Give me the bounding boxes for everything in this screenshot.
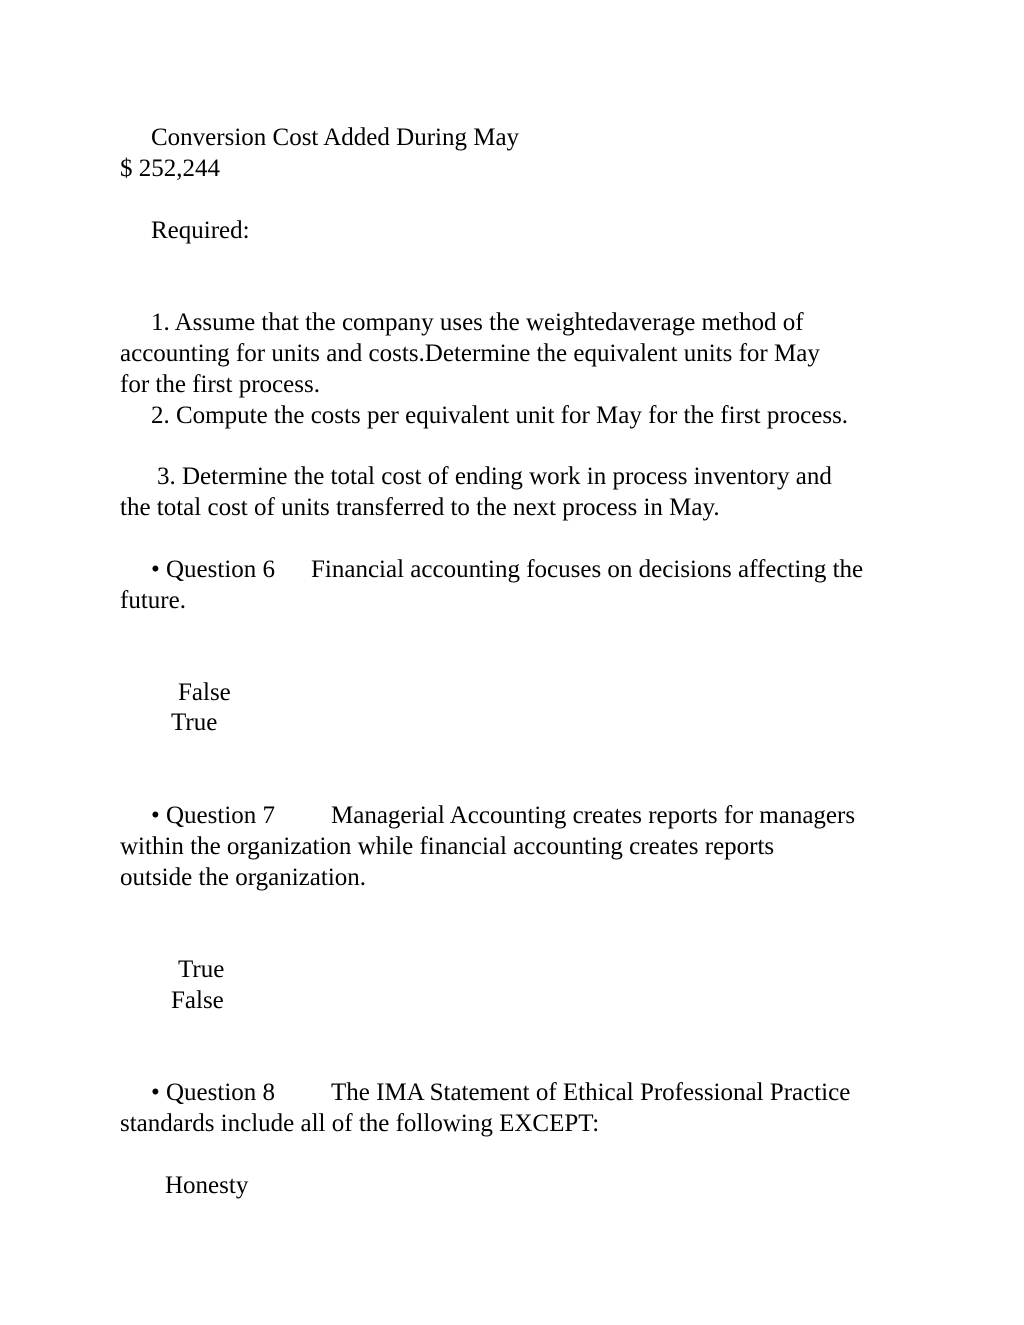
question-text: Managerial Accounting creates reports for managers [331,802,856,829]
required-item-line: 3. Determine the total cost of ending work in process inventory and [157,463,832,490]
question-label: • Question 6 [151,556,276,583]
question-text: outside the organization. [120,864,367,891]
answer-option-true[interactable]: True [171,709,218,736]
required-item-line: accounting for units and costs.Determine the equivalent units for May [120,340,820,367]
required-item-line: 1. Assume that the company uses the weightedaverage method of [151,309,804,336]
answer-option-true[interactable]: True [178,956,225,983]
question-text: The IMA Statement of Ethical Professional Practice [331,1079,851,1106]
required-item-line: 2. Compute the costs per equivalent unit for May for the first process. [151,402,849,429]
question-label: • Question 8 [151,1079,276,1106]
question-text: standards include all of the following EXCEPT: [120,1110,600,1137]
question-text: Financial accounting focuses on decisions affecting the [311,556,864,583]
question-text: future. [120,587,186,614]
conversion-cost-label: Conversion Cost Added During May [151,124,520,151]
answer-option-false[interactable]: False [171,987,224,1014]
question-text: within the organization while financial accounting creates reports [120,833,775,860]
required-heading: Required: [151,217,250,244]
required-item-line: for the first process. [120,371,320,398]
answer-option-false[interactable]: False [178,679,231,706]
answer-option-honesty[interactable]: Honesty [165,1172,249,1199]
question-label: • Question 7 [151,802,276,829]
conversion-cost-amount: $ 252,244 [120,155,220,182]
required-item-line: the total cost of units transferred to the next process in May. [120,494,720,521]
